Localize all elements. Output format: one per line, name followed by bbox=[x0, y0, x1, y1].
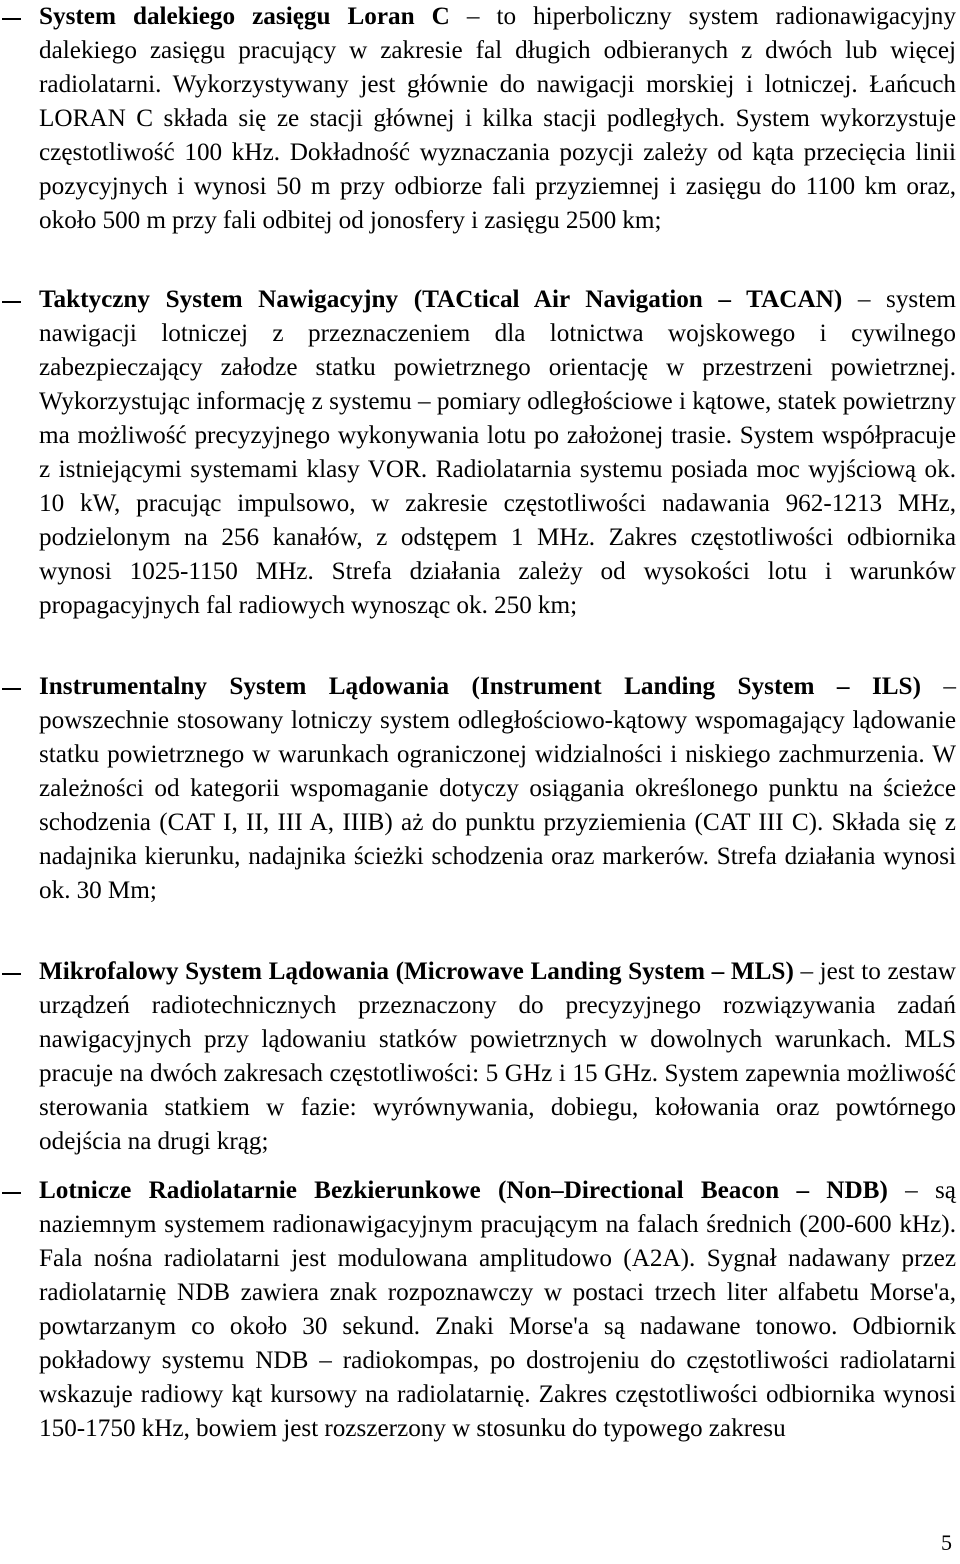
list-item-title: Taktyczny System Nawigacyjny (TACtical Air Navigation – TACAN) bbox=[39, 286, 843, 313]
list-dash bbox=[2, 973, 21, 975]
list-dash bbox=[2, 301, 21, 303]
list-item-text bbox=[39, 955, 956, 1159]
list-dash bbox=[2, 688, 21, 690]
list-item-separator: – bbox=[920, 673, 956, 700]
list-item-body: jest to zestaw urządzeń radiotechnicznych przeznaczony do precyzyjnego rozwiązywania zadań nawigacyjnych przy lądowaniu statków powietrznych w dowolnych warunkach. MLS pracuje na dwóch zakresach częstotliwości: 5 GHz i 15 GHz. System zapewnia możliwość sterowania statkiem w fazie: wyrównywania, dobiegu, kołowania oraz powtórnego odejścia na drugi krąg; bbox=[39, 958, 956, 1155]
list-item-text bbox=[39, 670, 956, 908]
list-item-text bbox=[39, 283, 956, 623]
list-item-title: Mikrofalowy System Lądowania (Microwave Landing System – MLS) bbox=[39, 958, 794, 985]
list-item-text bbox=[39, 0, 956, 238]
list-item-body: są naziemnym systemem radionawigacyjnym pracującym na falach średnich (200-600 kHz). Fala nośna radiolatarni jest modulowana amplitudowo (A2A). Sygnał nadawany przez radiolatarnię NDB zawiera znak rozpoznawczy w postaci trzech liter alfabetu Morse'a, powtarzanym co około 30 sekund. Znaki Morse'a są nadawane tonowo. Odbiornik pokładowy systemu NDB – radiokompas, po dostrojeniu do częstotliwości radiolatarni wskazuje radiowy kąt kursowy na radiolatarnię. Zakres częstotliwości odbiornika wynosi 150-1750 kHz, bowiem jest rozszerzony w stosunku do typowego zakresu bbox=[39, 1177, 956, 1442]
list-item-body: to hiperboliczny system radionawigacyjny dalekiego zasięgu pracujący w zakresie fal długich odbieranych z dwóch lub więcej radiolatarni. Wykorzystywany jest głównie do nawigacji morskiej i lotniczej. Łańcuch LORAN C składa się ze stacji głównej i kilka stacji podległych. System wykorzystuje częstotliwość 100 kHz. Dokładność wyznaczania pozycji zależy od kąta przecięcia linii pozycyjnych i wynosi 50 m przy odbiorze fali przyziemnej i zasięgu do 1100 km oraz, około 500 m przy fali odbitej od jonosfery i zasięgu 2500 km; bbox=[39, 3, 956, 234]
list-item-title: Lotnicze Radiolatarnie Bezkierunkowe (Non–Directional Beacon – NDB) bbox=[39, 1177, 888, 1204]
list-item-body: system nawigacji lotniczej z przeznaczeniem dla lotnictwa wojskowego i cywilnego zabezpieczający załodze statku powietrznego orientację w przestrzeni powietrznej. Wykorzystując informację z systemu – pomiary odległościowe i kątowe, statek powietrzny ma możliwość precyzyjnego wykonywania lotu po założonej trasie. System współpracuje z istniejącymi systemami klasy VOR. Radiolatarnia systemu posiada moc wyjściową ok. 10 kW, pracując impulsowo, w zakresie częstotliwości nadawania 962-1213 MHz, podzielonym na 256 kanałów, z odstępem 1 MHz. Zakres częstotliwości odbiornika wynosi 1025-1150 MHz. Strefa działania zależy od wysokości lotu i warunków propagacyjnych fal radiowych wynosząc ok. 250 km; bbox=[39, 286, 956, 619]
list-item-separator: – bbox=[793, 958, 820, 985]
list-item-separator: – bbox=[449, 3, 497, 30]
list-item-title: System dalekiego zasięgu Loran C bbox=[39, 3, 450, 30]
list-item-separator: – bbox=[887, 1177, 935, 1204]
list-item-separator: – bbox=[842, 286, 887, 313]
list-dash bbox=[2, 1192, 21, 1194]
page-number: 5 bbox=[941, 1530, 952, 1555]
list-dash bbox=[2, 18, 21, 20]
list-item-body: powszechnie stosowany lotniczy system odległościowo-kątowy wspomagający lądowanie statku powietrznego w warunkach ograniczonej widzialności i niskiego zachmurzenia. W zależności od kategorii wspomaganie dotyczy osiągania określonego punktu na ścieżce schodzenia (CAT I, II, III A, IIIB) aż do punktu przyziemienia (CAT III C). Składa się z nadajnika kierunku, nadajnika ścieżki schodzenia oraz markerów. Strefa działania wynosi ok. 30 Mm; bbox=[39, 707, 956, 904]
list-item-text bbox=[39, 1174, 956, 1446]
list-item-title: Instrumentalny System Lądowania (Instrument Landing System – ILS) bbox=[39, 673, 921, 700]
